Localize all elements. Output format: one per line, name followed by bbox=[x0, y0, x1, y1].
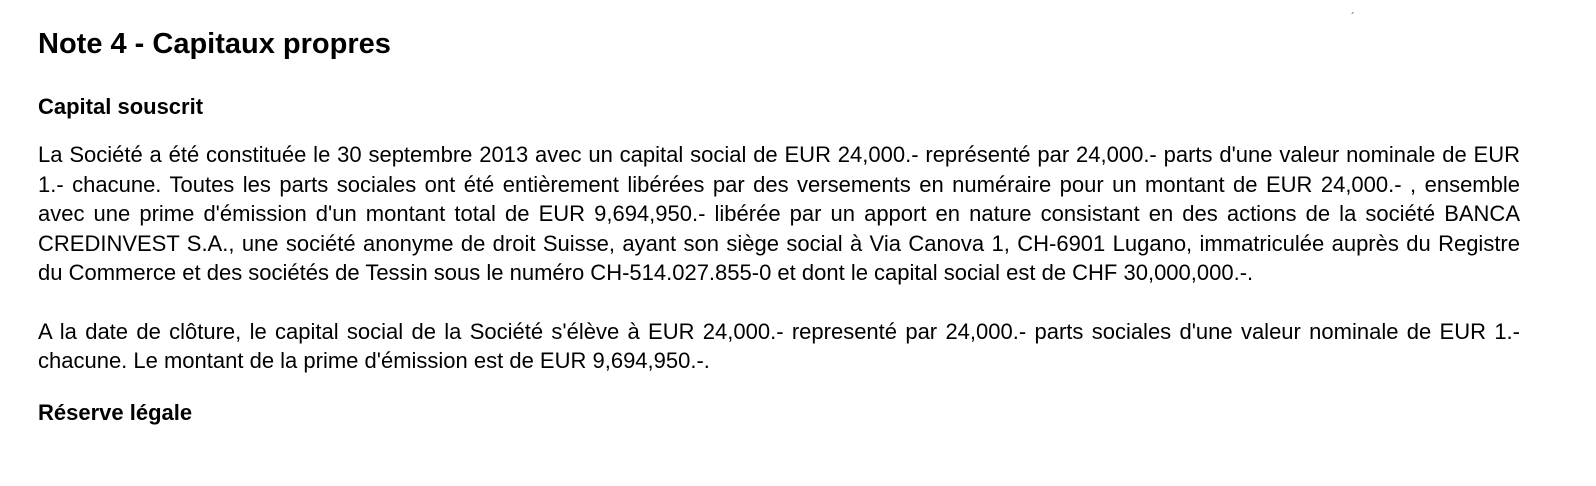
paragraph-capital-constitution: La Société a été constituée le 30 septembre 2013 avec un capital social de EUR 24,000.- représenté par 24,000.- parts d'une valeur nominale de EUR 1.- chacune. Toutes les parts sociales ont été entièrement libérées par des versements en numéraire pour un montant de EUR 24,000.- , ensemble avec une prime d'émission d'un montant total de EUR 9,694,950.- libérée par un apport en nature consistant en des actions de la société BANCA CREDINVEST S.A., une société anonyme de droit Suisse, ayant son siège social à Via Canova 1, CH-6901 Lugano, immatriculée auprès du Registre du Commerce et des sociétés de Tessin sous le numéro CH-514.027.855-0 et dont le capital social est de CHF 30,000,000.-. bbox=[38, 142, 1520, 285]
next-section-heading: Réserve légale bbox=[38, 399, 193, 425]
stray-mark: ´ bbox=[1351, 10, 1355, 24]
note-title: Note 4 - Capitaux propres bbox=[38, 28, 391, 60]
paragraph-capital-closing: A la date de clôture, le capital social de la Société s'élève à EUR 24,000.- representé par 24,000.- parts sociales d'une valeur nominale de EUR 1.- chacune. Le montant de la prime d'émission est de EUR 9,694,950.-. bbox=[38, 318, 1520, 373]
document-page bbox=[38, 24, 1520, 428]
section-title: Capital souscrit bbox=[38, 94, 204, 119]
